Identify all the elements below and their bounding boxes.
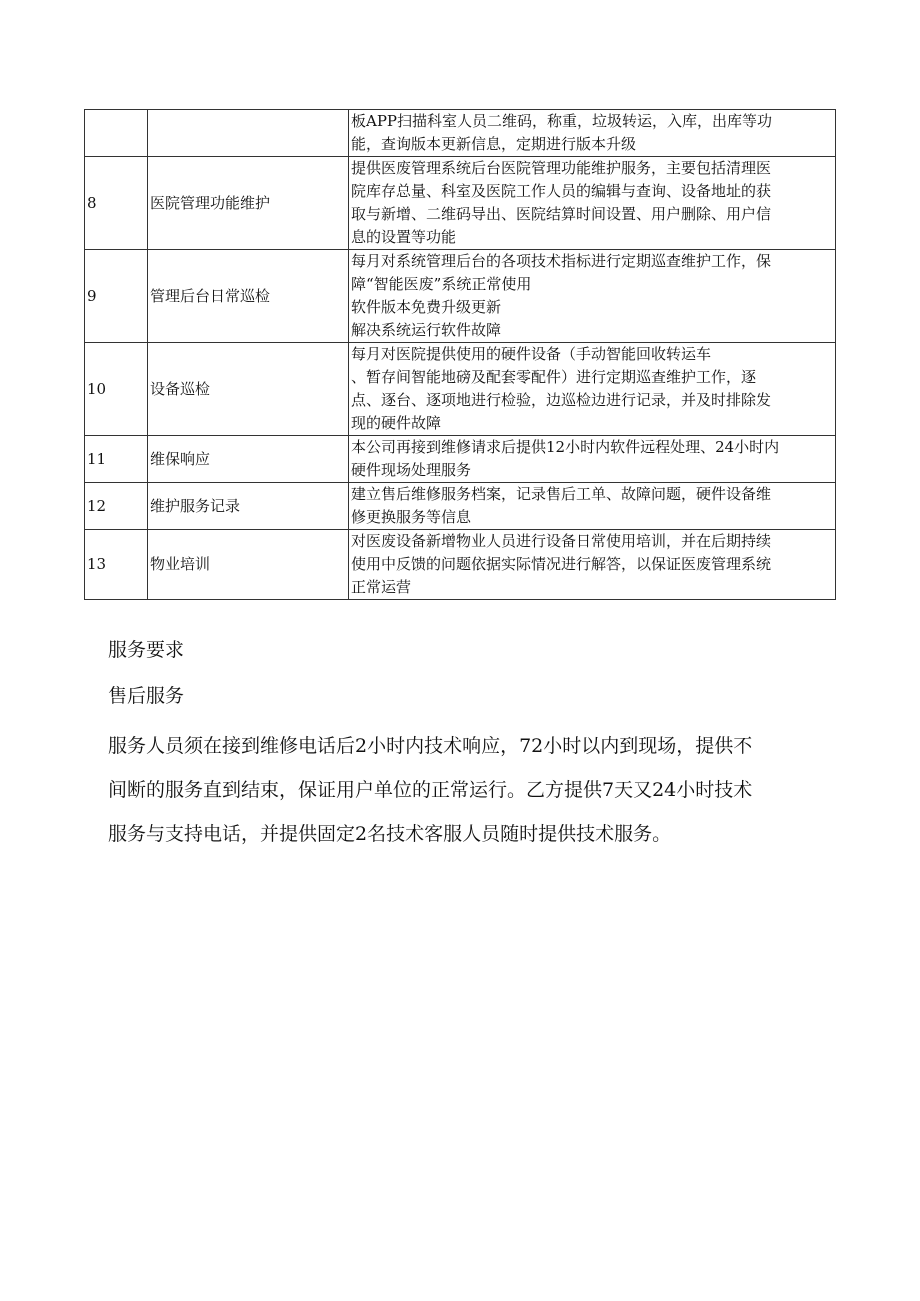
description-line: 点、逐台、逐项地进行检验，边巡检边进行记录，并及时排除发 bbox=[351, 391, 772, 409]
description-line: 能，查询版本更新信息，定期进行版本升级 bbox=[351, 135, 637, 153]
after-sales-paragraph bbox=[108, 724, 830, 856]
row-description bbox=[349, 436, 836, 483]
row-item: 医院管理功能维护 bbox=[148, 157, 349, 250]
description-line: 板APP扫描科室人员二维码，称重，垃圾转运，入库，出库等功 bbox=[351, 112, 773, 130]
row-item: 维保响应 bbox=[148, 436, 349, 483]
description-line: 解决系统运行软件故障 bbox=[351, 321, 502, 339]
row-item: 物业培训 bbox=[148, 530, 349, 600]
description-line: 院库存总量、科室及医院工作人员的编辑与查询、设备地址的获 bbox=[351, 182, 772, 200]
description-line: 软件版本免费升级更新 bbox=[351, 298, 502, 316]
description-line: 息的设置等功能 bbox=[351, 228, 457, 246]
table-row bbox=[85, 530, 836, 600]
table-row bbox=[85, 483, 836, 530]
description-line: 、暂存间智能地磅及配套零配件）进行定期巡查维护工作，逐 bbox=[351, 368, 757, 386]
description-line: 每月对系统管理后台的各项技术指标进行定期巡查维护工作，保 bbox=[351, 252, 772, 270]
description-line: 现的硬件故障 bbox=[351, 414, 442, 432]
description-line: 提供医废管理系统后台医院管理功能维护服务，主要包括清理医 bbox=[351, 159, 772, 177]
table-row bbox=[85, 343, 836, 436]
description-line: 硬件现场处理服务 bbox=[351, 461, 472, 479]
row-item: 设备巡检 bbox=[148, 343, 349, 436]
description-line: 取与新增、二维码导出、医院结算时间设置、用户删除、用户信 bbox=[351, 205, 772, 223]
description-line: 本公司再接到维修请求后提供12小时内软件远程处理、24小时内 bbox=[351, 438, 780, 456]
paragraph-line: 服务人员须在接到维修电话后2小时内技术响应，72小时以内到现场，提供不 bbox=[108, 735, 753, 757]
row-number: 13 bbox=[85, 530, 148, 600]
description-line: 正常运营 bbox=[351, 578, 412, 596]
table-row bbox=[85, 157, 836, 250]
description-line: 障“智能医废”系统正常使用 bbox=[351, 275, 532, 293]
row-number: 10 bbox=[85, 343, 148, 436]
row-item: 维护服务记录 bbox=[148, 483, 349, 530]
heading-service-requirements: 服务要求 bbox=[108, 639, 185, 661]
row-item bbox=[148, 110, 349, 157]
paragraph-line: 服务与支持电话，并提供固定2名技术客服人员随时提供技术服务。 bbox=[108, 823, 672, 845]
table-row bbox=[85, 110, 836, 157]
description-line: 建立售后维修服务档案，记录售后工单、故障问题，硬件设备维 bbox=[351, 485, 772, 503]
table-row bbox=[85, 250, 836, 343]
description-line: 使用中反馈的问题依据实际情况进行解答，以保证医废管理系统 bbox=[351, 555, 772, 573]
row-number: 8 bbox=[85, 157, 148, 250]
row-item: 管理后台日常巡检 bbox=[148, 250, 349, 343]
heading-after-sales: 售后服务 bbox=[108, 685, 185, 707]
service-table bbox=[84, 109, 836, 600]
description-line: 对医废设备新增物业人员进行设备日常使用培训，并在后期持续 bbox=[351, 532, 772, 550]
table-row bbox=[85, 436, 836, 483]
row-description bbox=[349, 483, 836, 530]
row-number bbox=[85, 110, 148, 157]
description-line: 修更换服务等信息 bbox=[351, 508, 472, 526]
row-number: 9 bbox=[85, 250, 148, 343]
row-number: 12 bbox=[85, 483, 148, 530]
description-line: 每月对医院提供使用的硬件设备（手动智能回收转运车 bbox=[351, 345, 712, 363]
row-description bbox=[349, 530, 836, 600]
paragraph-line: 间断的服务直到结束，保证用户单位的正常运行。乙方提供7天又24小时技术 bbox=[108, 779, 753, 801]
row-number: 11 bbox=[85, 436, 148, 483]
row-description bbox=[349, 343, 836, 436]
row-description bbox=[349, 157, 836, 250]
row-description bbox=[349, 250, 836, 343]
row-description bbox=[349, 110, 836, 157]
